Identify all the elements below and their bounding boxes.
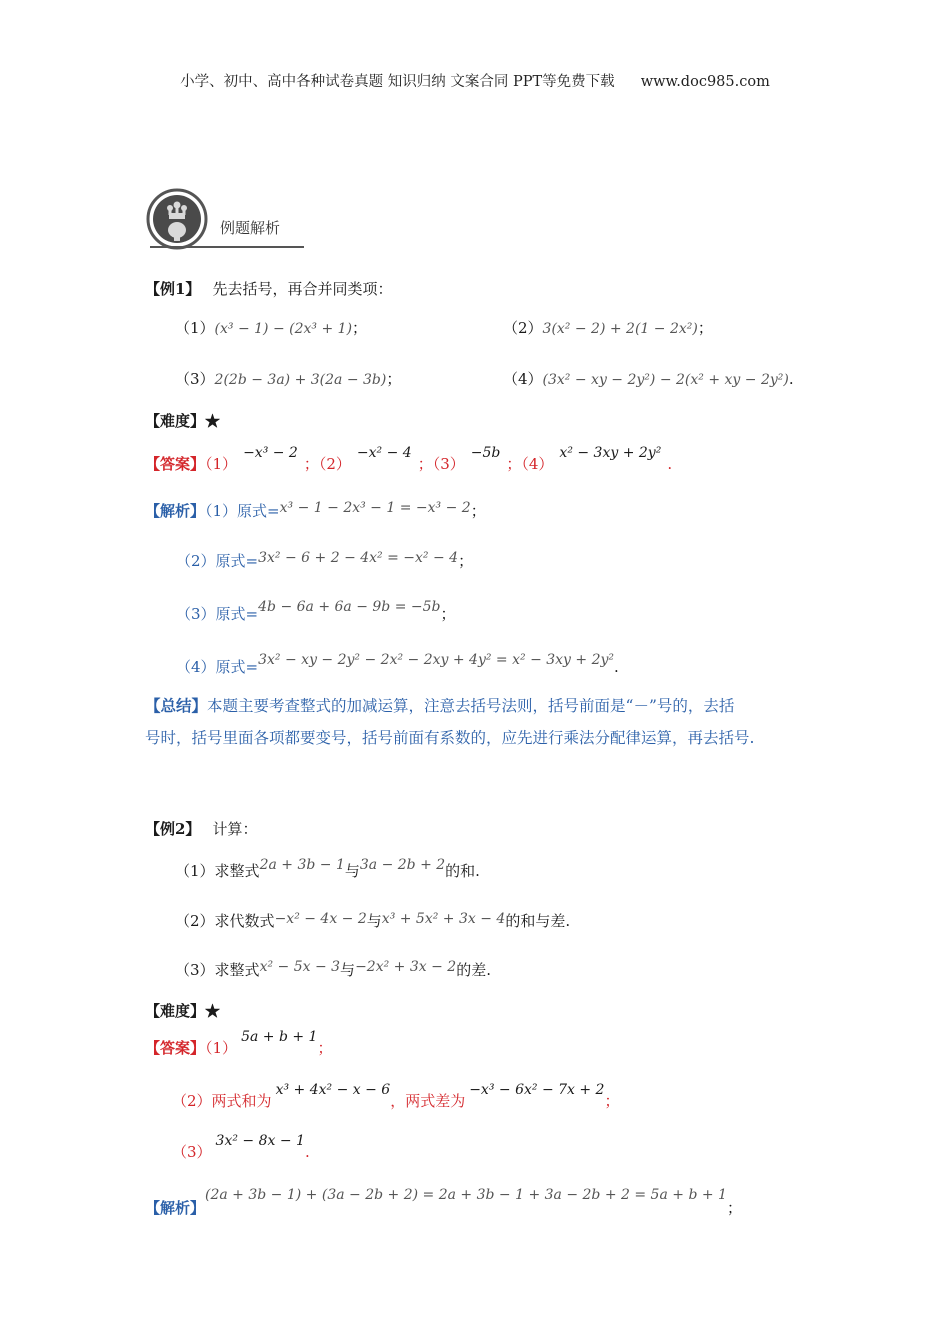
punctuation: ；	[470, 502, 486, 520]
ex1-item-2	[503, 317, 713, 338]
analysis-prefix: （1）原式=	[205, 502, 280, 520]
star-icon: ★	[205, 1002, 221, 1020]
section-title: 例题解析	[220, 219, 281, 237]
ex1-analysis-3	[176, 599, 456, 624]
math-expression: 5a + b + 1	[241, 1029, 318, 1045]
ex1-tag: 【例1】	[145, 280, 201, 298]
ex2-answer-3	[172, 1133, 310, 1162]
punctuation: ；	[440, 605, 456, 623]
ex2-question-2	[175, 910, 570, 931]
item-number: （4）	[503, 370, 543, 388]
analysis-label: 【解析】	[145, 502, 206, 520]
ex1-item-3	[175, 368, 401, 389]
math-expression: x³ − 1 − 2x³ − 1 = −x³ − 2	[279, 500, 471, 516]
ex1-summary-line1	[145, 694, 734, 716]
math-expression: x² − 3xy + 2y²	[559, 445, 662, 461]
header-site-link[interactable]: www.doc985.com	[640, 74, 770, 90]
answer-number: （3）	[432, 455, 465, 473]
star-icon: ★	[205, 412, 221, 430]
punctuation: ；	[458, 552, 474, 570]
item-number: （3）	[175, 370, 215, 388]
ex2-answer-1	[145, 1029, 333, 1058]
punctuation: ；	[506, 455, 522, 473]
summary-text: 本题主要考查整式的加减运算，注意去括号法则，括号前面是“－”号的，去括	[207, 697, 735, 715]
summary-label: 【总结】	[145, 696, 208, 715]
math-expression: −x³ − 2	[243, 445, 298, 461]
answer-label: 【答案】	[145, 455, 206, 473]
ex1-summary-line2: 号时，括号里面各项都要变号，括号前面有系数的，应先进行乘法分配律运算，再去括号.	[145, 729, 755, 747]
answer-label: 【答案】	[145, 1039, 206, 1057]
math-expression: 2(2b − 3a) + 3(2a − 3b)	[214, 372, 387, 388]
ex2-answer-2	[172, 1082, 620, 1111]
question-text: 求整式	[214, 961, 260, 979]
question-text: 求代数式	[214, 912, 275, 930]
punctuation: ；	[417, 455, 433, 473]
ex1-answer	[145, 445, 673, 474]
ex1-analysis-1	[145, 500, 486, 521]
punctuation: ；	[386, 370, 402, 388]
math-expression: 3a − 2b + 2	[359, 857, 446, 873]
ex1-analysis-4	[176, 652, 619, 677]
answer-text: 两式和为	[211, 1092, 272, 1110]
math-expression: −2x² + 3x − 2	[355, 959, 457, 975]
math-expression: x² − 5x − 3	[259, 959, 341, 975]
answer-text: ，两式差为	[390, 1092, 466, 1110]
punctuation: .	[667, 455, 673, 473]
math-expression: −5b	[470, 445, 501, 461]
math-expression: −x³ − 6x² − 7x + 2	[469, 1082, 605, 1098]
answer-number: （4）	[521, 455, 554, 473]
header-text: 小学、初中、高中各种试卷真题 知识归纳 文案合同 PPT等免费下载	[180, 74, 615, 90]
ex1-analysis-2	[176, 550, 473, 571]
ex2-question-3	[175, 959, 491, 980]
answer-number: （1）	[205, 1039, 238, 1057]
question-text: 与	[344, 862, 360, 880]
punctuation: .	[304, 1143, 310, 1161]
math-expression: 3x² − 8x − 1	[215, 1133, 305, 1149]
math-expression: 4b − 6a + 6a − 9b = −5b	[258, 599, 441, 615]
punctuation: ；	[317, 1039, 333, 1057]
ex2-prompt: 计算：	[212, 820, 258, 838]
punctuation: .	[614, 658, 619, 676]
ex1-difficulty	[145, 410, 220, 431]
ex1-prompt: 先去括号，再合并同类项：	[212, 280, 393, 298]
item-number: （1）	[175, 319, 215, 337]
ex2-question-1	[175, 857, 480, 881]
question-text: 的差.	[456, 961, 491, 979]
ex2-difficulty	[145, 1000, 220, 1021]
ex1-item-1	[175, 317, 367, 338]
math-expression: 3x² − xy − 2y² − 2x² − 2xy + 4y² = x² − 3xy + 2y²	[258, 652, 615, 668]
math-expression: 2a + 3b − 1	[259, 857, 345, 873]
item-number: （1）	[175, 862, 215, 880]
question-text: 求整式	[214, 862, 260, 880]
item-number: （3）	[175, 961, 215, 979]
trophy-badge-icon	[146, 188, 208, 250]
ex1-item-4	[503, 368, 794, 389]
analysis-prefix: （2）原式=	[176, 552, 259, 570]
ex1-heading	[145, 278, 392, 299]
answer-number: （2）	[318, 455, 351, 473]
math-expression: 3x² − 6 + 2 − 4x² = −x² − 4	[258, 550, 459, 566]
page-header	[0, 70, 950, 91]
math-expression: (2a + 3b − 1) + (3a − 2b + 2) = 2a + 3b − 1 + 3a − 2b + 2 = 5a + b + 1	[205, 1187, 727, 1203]
section-underline	[150, 246, 304, 248]
punctuation: .	[788, 370, 794, 388]
math-expression: 3(x² − 2) + 2(1 − 2x²)	[542, 321, 698, 337]
difficulty-label: 【难度】	[145, 1002, 206, 1020]
math-expression: x³ + 5x² + 3x − 4	[381, 911, 506, 927]
question-text: 与	[340, 961, 356, 979]
difficulty-label: 【难度】	[145, 412, 206, 430]
math-expression: (3x² − xy − 2y²) − 2(x² + xy − 2y²)	[542, 372, 789, 388]
answer-number: （3）	[172, 1143, 212, 1161]
punctuation: ；	[352, 319, 368, 337]
punctuation: ；	[726, 1199, 742, 1217]
math-expression: x³ + 4x² − x − 6	[275, 1082, 391, 1098]
analysis-label: 【解析】	[145, 1199, 206, 1217]
item-number: （2）	[175, 912, 215, 930]
math-expression: −x² − 4x − 2	[274, 911, 367, 927]
analysis-prefix: （3）原式=	[176, 605, 259, 623]
ex2-heading	[145, 818, 257, 839]
ex2-analysis	[145, 1187, 742, 1218]
question-text: 的和.	[445, 862, 480, 880]
math-expression: −x² − 4	[356, 445, 412, 461]
punctuation: ；	[604, 1092, 620, 1110]
answer-number: （1）	[205, 455, 238, 473]
ex2-tag: 【例2】	[145, 820, 201, 838]
question-text: 与	[366, 912, 382, 930]
punctuation: ；	[697, 319, 713, 337]
analysis-prefix: （4）原式=	[176, 658, 259, 676]
question-text: 的和与差.	[505, 912, 571, 930]
item-number: （2）	[503, 319, 543, 337]
answer-number: （2）	[172, 1092, 212, 1110]
math-expression: (x³ − 1) − (2x³ + 1)	[214, 321, 353, 337]
punctuation: ；	[303, 455, 319, 473]
